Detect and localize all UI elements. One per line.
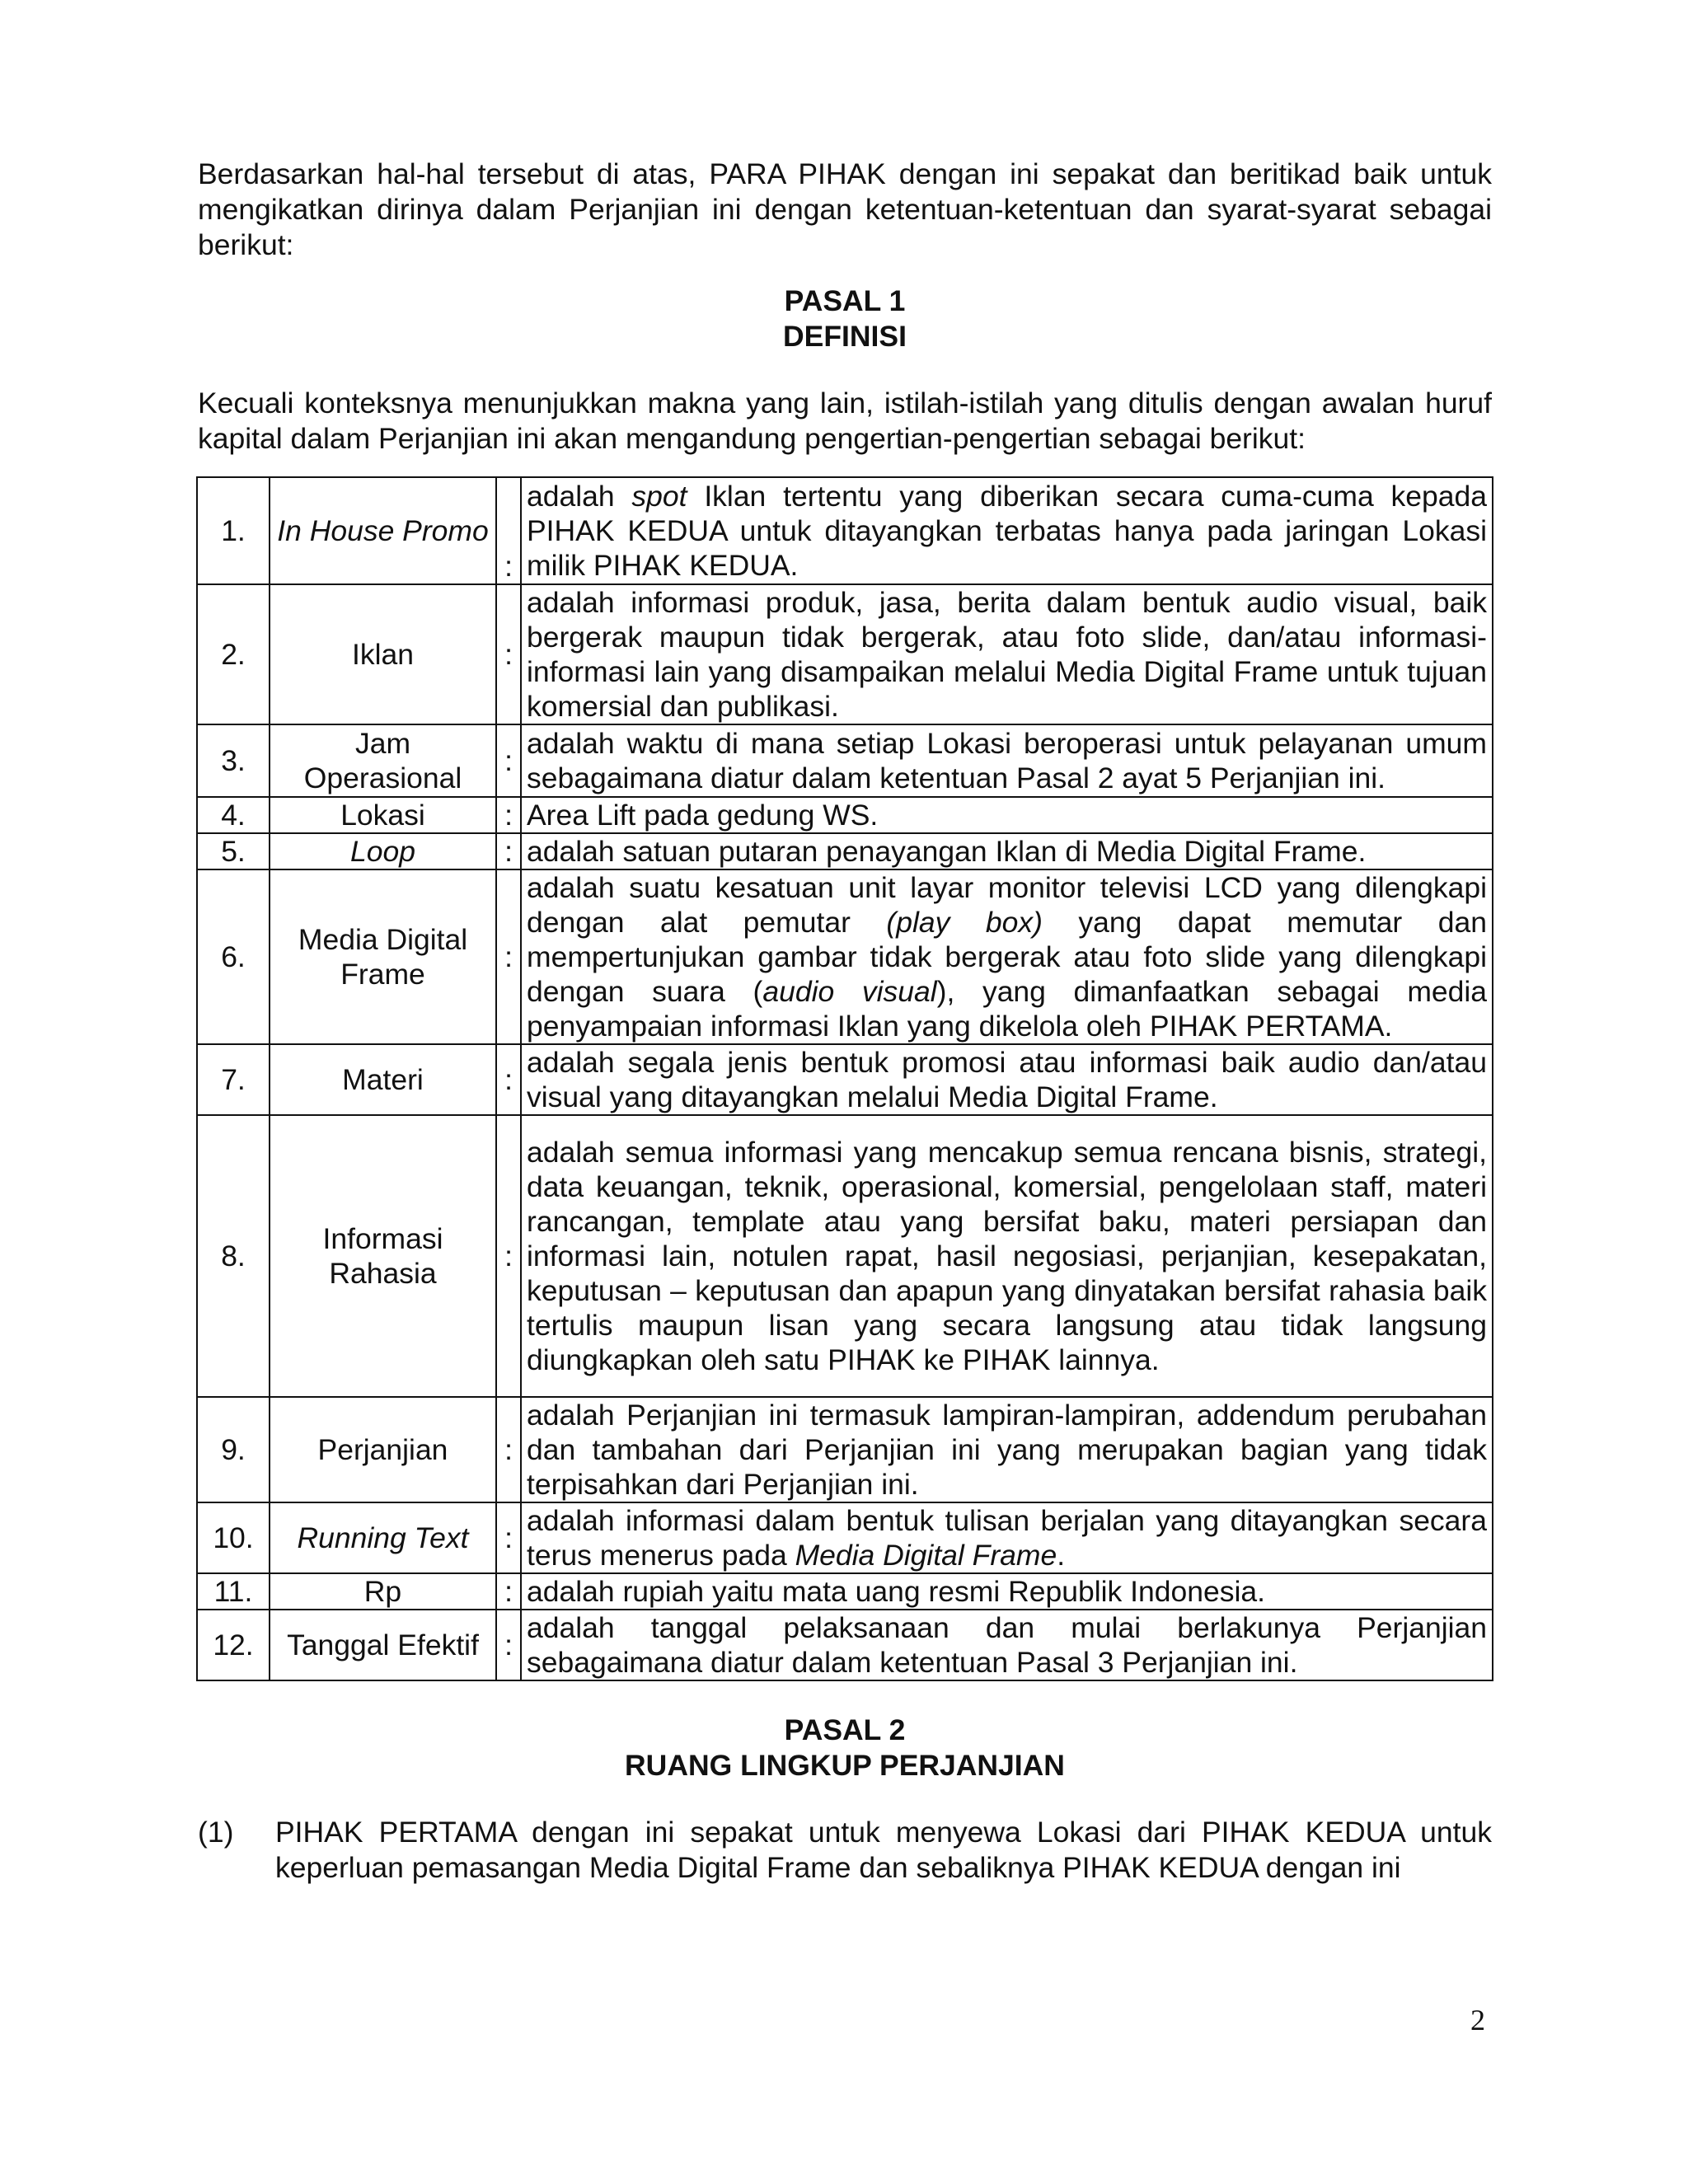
clause-number: (1)	[198, 1816, 234, 1849]
table-row	[197, 1502, 1493, 1573]
definition-colon: :	[496, 869, 521, 1044]
definition-colon: :	[496, 833, 521, 869]
definition-colon: :	[496, 1115, 521, 1397]
table-row	[197, 869, 1493, 1044]
table-row	[197, 724, 1493, 797]
document-page	[198, 157, 1492, 1886]
definition-number: 2.	[197, 584, 270, 724]
pasal-2-number: PASAL 2	[784, 1713, 906, 1746]
definition-term: Rp	[270, 1573, 496, 1610]
definition-number: 4.	[197, 797, 270, 833]
definition-number: 5.	[197, 833, 270, 869]
table-row	[197, 1397, 1493, 1502]
definition-number: 8.	[197, 1115, 270, 1397]
clause-1	[198, 1815, 1492, 1886]
definition-colon: :	[496, 724, 521, 797]
definition-colon: :	[496, 797, 521, 833]
definition-text: adalah waktu di mana setiap Lokasi beroperasi untuk pelayanan umum sebagaimana diatur dalam ketentuan Pasal 2 ayat 5 Perjanjian ini.	[521, 724, 1493, 797]
table-row	[197, 1573, 1493, 1610]
definition-number: 3.	[197, 724, 270, 797]
definition-text: adalah spot Iklan tertentu yang diberikan secara cuma-cuma kepada PIHAK KEDUA untuk ditayangkan terbatas hanya pada jaringan Lokasi milik PIHAK KEDUA.	[521, 477, 1493, 584]
intro-paragraph: Berdasarkan hal-hal tersebut di atas, PARA PIHAK dengan ini sepakat dan beritikad baik untuk mengikatkan dirinya dalam Perjanjian ini dengan ketentuan-ketentuan dan syarat-syarat sebagai berikut:	[198, 157, 1492, 261]
definition-term: Materi	[270, 1044, 496, 1115]
definition-term: Iklan	[270, 584, 496, 724]
table-row	[197, 833, 1493, 869]
pasal-1-title: DEFINISI	[783, 320, 907, 353]
table-row	[197, 1610, 1493, 1680]
definition-text: adalah informasi produk, jasa, berita dalam bentuk audio visual, baik bergerak maupun tidak bergerak, atau foto slide, dan/atau informasi-informasi lain yang disampaikan melalui Media Digital Frame untuk tujuan komersial dan publikasi.	[521, 584, 1493, 724]
definition-colon: :	[496, 1502, 521, 1573]
page-number: 2	[1470, 2004, 1485, 2036]
definition-colon: :	[496, 477, 521, 584]
definition-text: adalah tanggal pelaksanaan dan mulai berlakunya Perjanjian sebagaimana diatur dalam ketentuan Pasal 3 Perjanjian ini.	[521, 1610, 1493, 1680]
definition-text: adalah Perjanjian ini termasuk lampiran-lampiran, addendum perubahan dan tambahan dari Perjanjian ini yang merupakan bagian yang tidak terpisahkan dari Perjanjian ini.	[521, 1397, 1493, 1502]
definition-term: Loop	[270, 833, 496, 869]
table-row	[197, 584, 1493, 724]
definition-term: Jam Operasional	[270, 724, 496, 797]
definition-term: Perjanjian	[270, 1397, 496, 1502]
definition-number: 6.	[197, 869, 270, 1044]
definition-term: Media Digital Frame	[270, 869, 496, 1044]
definition-text: adalah suatu kesatuan unit layar monitor televisi LCD yang dilengkapi dengan alat pemutar (play box) yang dapat memutar dan mempertunjukan gambar tidak bergerak atau foto slide yang dilengkapi dengan suara (audio visual), yang dimanfaatkan sebagai media penyampaian informasi Iklan yang dikelola oleh PIHAK PERTAMA.	[521, 869, 1493, 1044]
definition-colon: :	[496, 1610, 521, 1680]
definition-text: adalah segala jenis bentuk promosi atau informasi baik audio dan/atau visual yang ditayangkan melalui Media Digital Frame.	[521, 1044, 1493, 1115]
definition-term: Informasi Rahasia	[270, 1115, 496, 1397]
definition-number: 12.	[197, 1610, 270, 1680]
definition-number: 7.	[197, 1044, 270, 1115]
definition-colon: :	[496, 584, 521, 724]
definition-number: 11.	[197, 1573, 270, 1610]
pasal-1-number: PASAL 1	[784, 284, 906, 317]
table-row	[197, 477, 1493, 584]
definitions-table	[196, 476, 1493, 1681]
definition-text: Area Lift pada gedung WS.	[521, 797, 1493, 833]
table-row	[197, 797, 1493, 833]
definition-number: 9.	[197, 1397, 270, 1502]
table-row	[197, 1044, 1493, 1115]
definition-term: In House Promo	[270, 477, 496, 584]
pasal-2-title: RUANG LINGKUP PERJANJIAN	[625, 1749, 1065, 1782]
definitions-intro: Kecuali konteksnya menunjukkan makna yang lain, istilah-istilah yang ditulis dengan awalan huruf kapital dalam Perjanjian ini akan mengandung pengertian-pengertian sebagai berikut:	[198, 387, 1492, 455]
definition-text: adalah satuan putaran penayangan Iklan di Media Digital Frame.	[521, 833, 1493, 869]
definition-text: adalah semua informasi yang mencakup semua rencana bisnis, strategi, data keuangan, teknik, operasional, komersial, pengelolaan staff, materi rancangan, template atau yang bersifat baku, materi persiapan dan informasi lain, notulen rapat, hasil negosiasi, perjanjian, kesepakatan, keputusan – keputusan dan apapun yang dinyatakan bersifat rahasia baik tertulis maupun lisan yang secara langsung atau tidak langsung diungkapkan oleh satu PIHAK ke PIHAK lainnya.	[521, 1115, 1493, 1397]
definition-term: Running Text	[270, 1502, 496, 1573]
table-row	[197, 1115, 1493, 1397]
definition-colon: :	[496, 1573, 521, 1610]
definition-term: Tanggal Efektif	[270, 1610, 496, 1680]
clause-text: PIHAK PERTAMA dengan ini sepakat untuk menyewa Lokasi dari PIHAK KEDUA untuk keperluan pemasangan Media Digital Frame dan sebaliknya PIHAK KEDUA dengan ini	[275, 1816, 1492, 1884]
definition-number: 1.	[197, 477, 270, 584]
definition-number: 10.	[197, 1502, 270, 1573]
definition-colon: :	[496, 1044, 521, 1115]
definition-term: Lokasi	[270, 797, 496, 833]
definition-text: adalah informasi dalam bentuk tulisan berjalan yang ditayangkan secara terus menerus pada Media Digital Frame.	[521, 1502, 1493, 1573]
definition-colon: :	[496, 1397, 521, 1502]
definition-text: adalah rupiah yaitu mata uang resmi Republik Indonesia.	[521, 1573, 1493, 1610]
